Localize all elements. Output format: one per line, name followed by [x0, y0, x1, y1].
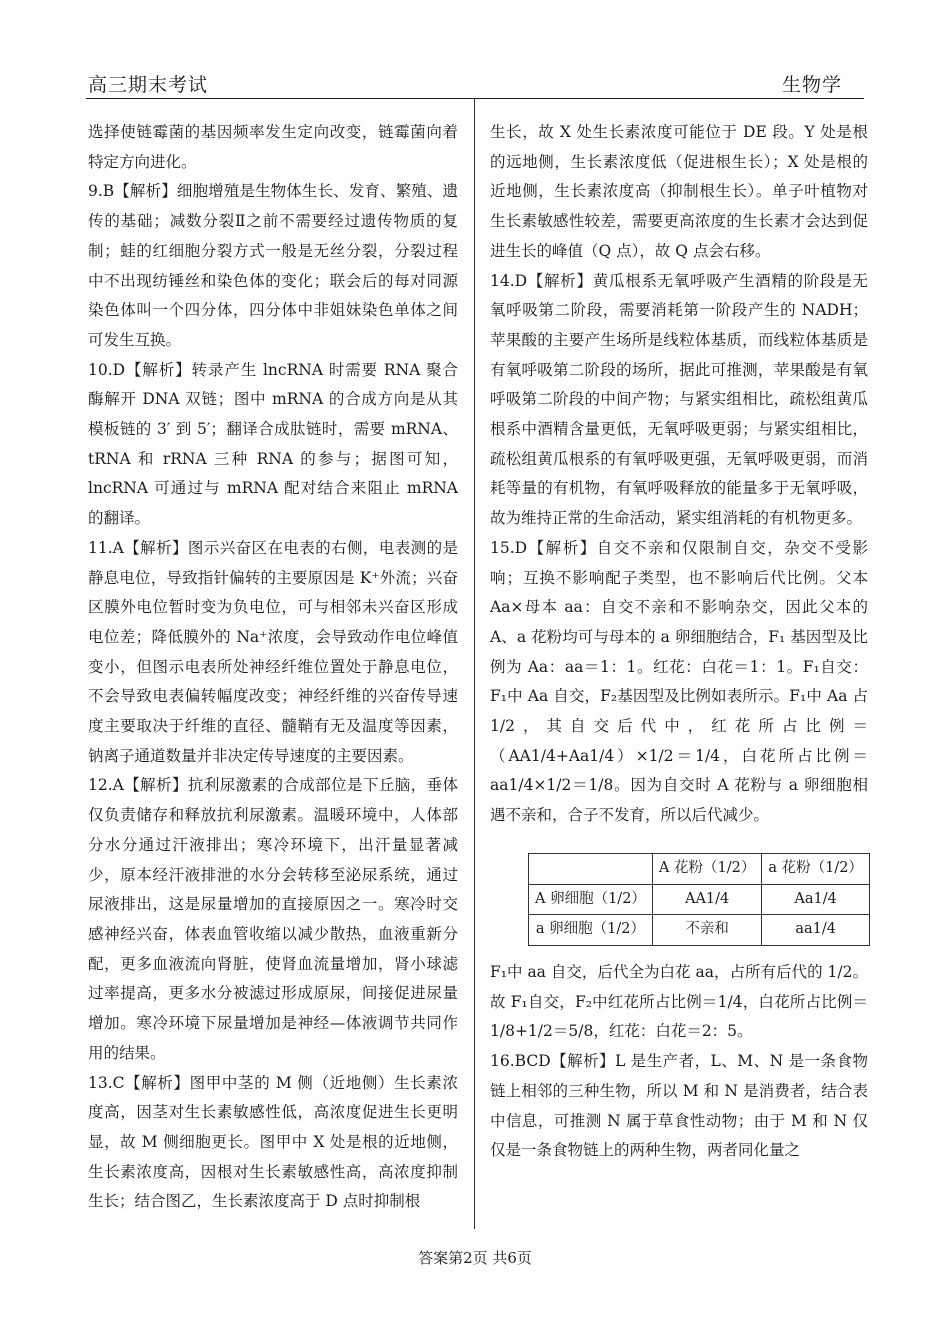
table-header-cell: A 花粉（1/2）	[652, 853, 761, 884]
right-column	[490, 118, 868, 1166]
table-row	[529, 884, 870, 915]
exam-title: 高三期末考试	[88, 74, 209, 96]
answer-16: 16.BCD【解析】L 是生产者，L、M、N 是一条食物链上相邻的三种生物，所以 M 和 N 是消费者，结合表中信息，可推测 N 属于草食性动物；由于 M 和 N 仅仅是一条食物链上的两种生物，两者同化量之	[490, 1052, 868, 1160]
answer-15: 15.D【解析】自交不亲和仅限制自交，杂交不受影响；互换不影响配子类型，也不影响后代比例。父本 Aa×母本 aa：自交不亲和不影响杂交，因此父本的 A、a 花粉均可与母本的 a 卵细胞结合，F₁ 基因型及比例为 Aa：aa＝1：1。红花：白花＝1：1。F₁自交：F₁中 Aa 自交，F₂基因型及比例如表所示。F₁中 Aa 占 1/2，其自交后代中，红花所占比例＝（AA1/4+Aa1/4）×1/2＝1/4，白花所占比例＝aa1/4×1/2＝1/8。因为自交时 A 花粉与 a 卵细胞相遇不亲和，合子不发育，所以后代减少。	[490, 538, 868, 825]
table-cell: Aa1/4	[762, 884, 870, 915]
table-cell: aa1/4	[762, 915, 870, 946]
paragraph-13-continued: 生长，故 X 处生长素浓度可能位于 DE 段。Y 处是根的远地侧，生长素浓度低（促进根生长）；X 处是根的近地侧，生长素浓度高（抑制根生长）。单子叶植物对生长素敏感性较差，需要更高浓度的生长素才会达到促进生长的峰值（Q 点），故 Q 点会右移。	[490, 123, 868, 260]
answer-15-continued: F₁中 aa 自交，后代全为白花 aa，占所有后代的 1/2。故 F₁自交，F₂中红花所占比例＝1/4，白花所占比例＝1/8+1/2＝5/8，红花：白花＝2：5。	[490, 962, 868, 1041]
answer-9: 9.B【解析】细胞增殖是生物体生长、发育、繁殖、遗传的基础；减数分裂Ⅱ之前不需要经过遗传物质的复制；蛙的红细胞分裂方式一般是无丝分裂，分裂过程中不出现纺锤丝和染色体的变化；联会后的每对同源染色体叫一个四分体，四分体中非姐妹染色单体之间可发生互换。	[88, 182, 458, 349]
table-cell: AA1/4	[652, 884, 761, 915]
header-rule	[86, 98, 864, 99]
column-divider	[474, 99, 475, 1229]
paragraph-8-continued: 选择使链霉菌的基因频率发生定向改变，链霉菌向着特定方向进化。	[88, 123, 458, 171]
subject-title: 生物学	[781, 74, 842, 96]
table-header-cell: a 花粉（1/2）	[762, 853, 870, 884]
answer-12: 12.A【解析】抗利尿激素的合成部位是下丘脑，垂体仅负责储存和释放抗利尿激素。温暖环境中，人体部分水分通过汗液排出；寒冷环境下，出汗量显著减少，原本经汗液排泄的水分会转移至泌尿系统，通过尿液排出，这是尿量增加的直接原因之一。寒冷时交感神经兴奋，体表血管收缩以减少散热，血液重新分配，更多血液流向肾脏，使肾血流量增加，肾小球滤过率提高，更多水分被滤过形成原尿，间接促进尿量增加。寒冷环境下尿量增加是神经—体液调节共同作用的结果。	[88, 776, 458, 1062]
table-row	[529, 915, 870, 946]
answer-14: 14.D【解析】黄瓜根系无氧呼吸产生酒精的阶段是无氧呼吸第二阶段，需要消耗第一阶段产生的 NADH；苹果酸的主要产生场所是线粒体基质，而线粒体基质是有氧呼吸第二阶段的场所，据此可推测，苹果酸是有氧呼吸第二阶段的中间产物；与紧实组相比，疏松组黄瓜根系中酒精含量更低，无氧呼吸更弱；与紧实组相比，疏松组黄瓜根系的有氧呼吸更强，无氧呼吸更弱，而消耗等量的有机物，有氧呼吸释放的能量多于无氧呼吸，故为维持正常的生命活动，紧实组消耗的有机物更多。	[490, 271, 868, 528]
table-header-row	[529, 853, 870, 884]
answer-13: 13.C【解析】图甲中茎的 M 侧（近地侧）生长素浓度高，因茎对生长素敏感性低，高浓度促进生长更明显，故 M 侧细胞更长。图甲中 X 处是根的近地侧，生长素浓度高，因根对生长素敏感性高，高浓度抑制生长；结合图乙，生长素浓度高于 D 点时抑制根	[88, 1073, 458, 1211]
table-cell: 不亲和	[652, 915, 761, 946]
left-column	[88, 118, 458, 1217]
table-row-label: A 卵细胞（1/2）	[529, 884, 653, 915]
genotype-table-wrapper	[528, 853, 868, 946]
genotype-table	[528, 853, 870, 946]
answer-10: 10.D【解析】转录产生 lncRNA 时需要 RNA 聚合酶解开 DNA 双链；图中 mRNA 的合成方向是从其模板链的 3′ 到 5′；翻译合成肽链时，需要 mRNA、tRNA 和 rRNA 三种 RNA 的参与；据图可知，lncRNA 可通过与 mRNA 配对结合来阻止 mRNA 的翻译。	[88, 360, 458, 528]
answer-11: 11.A【解析】图示兴奋区在电表的右侧，电表测的是静息电位，导致指针偏转的主要原因是 K⁺外流；兴奋区膜外电位暂时变为负电位，可与相邻未兴奋区形成电位差；降低膜外的 Na⁺浓度，会导致动作电位峰值变小，但图示电表所处神经纤维位置处于静息电位，不会导致电表偏转幅度改变；神经纤维的兴奋传导速度主要取决于纤维的直径、髓鞘有无及温度等因素，钠离子通道数量并非决定传导速度的主要因素。	[88, 538, 458, 765]
table-cell	[529, 853, 653, 884]
page-footer: 答案第2页 共6页	[418, 1249, 532, 1267]
table-row-label: a 卵细胞（1/2）	[529, 915, 653, 946]
